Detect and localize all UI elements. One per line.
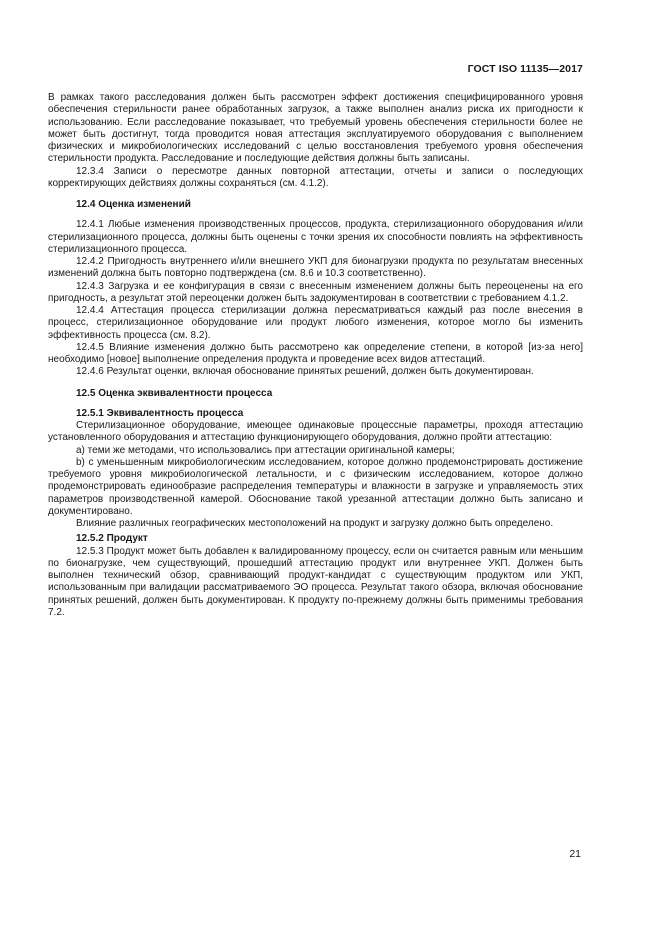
paragraph: В рамках такого расследования должен быть рассмотрен эффект достижения специфицированного уровня обеспечения стерильности ранее обработанных загрузок, а также выполнен анализ риска их пригодности к использованию. Если расследование показывает, что требуемый уровень обеспечения стерильности более не может быть достигнут, тогда проводится новая аттестация эксплуатируемого оборудования с выполнением физических и микробиологических исследований с целью восстановления требуемого уровня обеспечения стерильности продукта. Расследование и последующие действия должны быть записаны.: [48, 92, 583, 165]
paragraph: 12.5.3 Продукт может быть добавлен к валидированному процессу, если он считается равным или меньшим по бионагрузке, чем существующий, прошедший аттестацию продукт или внутреннее УКП. Должен быть выполнен технический обзор, сравнивающий продукт-кандидат с существующим продуктом или УКП, использованным при валидации рассматриваемого ЭО процесса. Результат такого обзора, включая обоснование принятых решений, должен быть документирован. К продукту по-прежнему должны быть применимы требования 7.2.: [48, 545, 583, 618]
paragraph: 12.4.2 Пригодность внутреннего и/или внешнего УКП для бионагрузки продукта по результатам внесенных изменений должна быть повторно подтверждена (см. 8.6 и 10.3 соответственно).: [48, 256, 583, 280]
paragraph: 12.3.4 Записи о пересмотре данных повторной аттестации, отчеты и записи о последующих корректирующих действиях должны сохраняться (см. 4.1.2).: [48, 165, 583, 189]
paragraph: 12.4.4 Аттестация процесса стерилизации должна пересматриваться каждый раз после внесения в процесс, стерилизационное оборудование или продукт любого изменения, которое могло бы изменить эффективность процесса (см. 8.2).: [48, 305, 583, 341]
list-item: b) с уменьшенным микробиологическим исследованием, которое должно продемонстрировать достижение требуемого уровня микробиологической летальности, и с физическим исследованием, которое должно продемонстрировать единообразие распределения температуры и влажности в загрузке и управляемость этих параметров производственной камерой. Обоснование такой урезанной аттестации должно быть записано и документировано.: [48, 456, 583, 517]
paragraph: 12.4.6 Результат оценки, включая обоснование принятых решений, должен быть документирован.: [76, 366, 534, 378]
paragraph: 12.4.3 Загрузка и ее конфигурация в связи с внесенным изменением должны быть переоценены на его пригодность, а результат этой переоценки должен быть задокументирован в соответствии с требованием 4.1.2.: [48, 280, 583, 304]
paragraph: Влияние различных географических местоположений на продукт и загрузку должно быть определено.: [76, 518, 554, 529]
page-number: 21: [569, 848, 581, 860]
section-heading: 12.4 Оценка изменений: [76, 199, 191, 210]
subsection-heading: 12.5.2 Продукт: [76, 533, 148, 545]
section-heading: 12.5 Оценка эквивалентности процесса: [76, 387, 273, 399]
subsection-heading: 12.5.1 Эквивалентность процесса: [76, 407, 244, 419]
paragraph: 12.4.1 Любые изменения производственных процессов, продукта, стерилизационного оборудования и/или стерилизационного процесса, должны быть оценены с точки зрения их способности повлиять на эффективность стерилизационного процесса.: [48, 219, 583, 255]
running-header: ГОСТ ISO 11135—2017: [467, 63, 583, 75]
page-body: [48, 92, 583, 619]
list-item: а) теми же методами, что использовались при аттестации оригинальной камеры;: [76, 444, 455, 456]
paragraph: Стерилизационное оборудование, имеющее одинаковые процессные параметры, проходя аттестацию установленного оборудования и аттестацию функционирующего оборудования, должно пройти аттестацию:: [48, 420, 583, 444]
paragraph: 12.4.5 Влияние изменения должно быть рассмотрено как определение степени, в которой [из-за него] необходимо [новое] выполнение определения продукта и проведение всех видов аттестаций.: [48, 341, 583, 365]
